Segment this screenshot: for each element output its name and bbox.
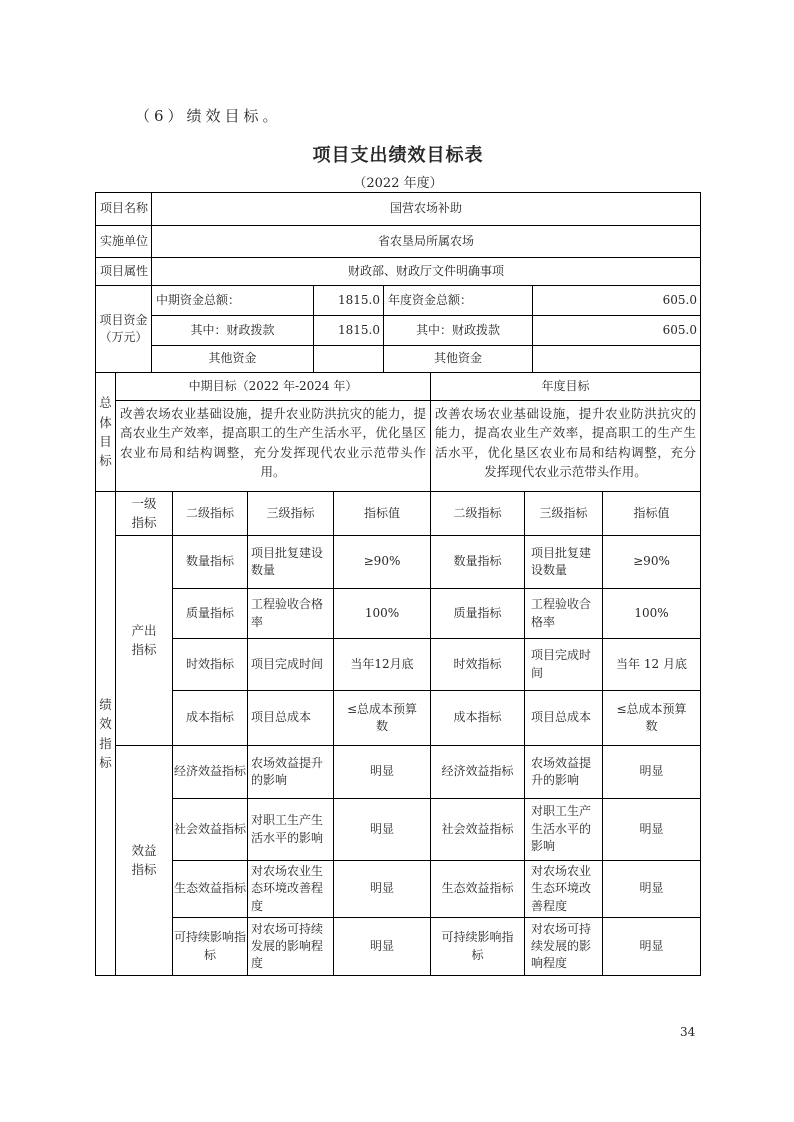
level2-cell: 质量指标 — [431, 589, 525, 639]
info-value: 国营农场补助 — [152, 193, 701, 226]
mid-goal-header: 中期目标（2022 年-2024 年） — [116, 373, 431, 401]
value-cell: 明显 — [334, 861, 431, 918]
value-header-mid: 指标值 — [334, 492, 431, 536]
indicator-table — [95, 491, 701, 976]
level2-cell: 成本指标 — [431, 691, 525, 746]
level3-cell: 项目总成本 — [525, 691, 603, 746]
info-label: 项目属性 — [96, 258, 152, 286]
info-value: 财政部、财政厅文件明确事项 — [152, 258, 701, 286]
level2-cell: 可持续影响指标 — [431, 918, 525, 976]
level2-cell: 经济效益指标 — [173, 746, 248, 799]
value-cell: 明显 — [334, 799, 431, 861]
value-cell: 明显 — [334, 918, 431, 976]
value-header-year: 指标值 — [603, 492, 701, 536]
info-label: 项目名称 — [96, 193, 152, 226]
mid-goal-text: 改善农场农业基础设施，提升农业防洪抗灾的能力，提高农业生产效率，提高职工的生产生活水平，优化垦区农业布局和结构调整，充分发挥现代农业示范带头作用。 — [116, 401, 431, 492]
level2-cell: 成本指标 — [173, 691, 248, 746]
level3-cell: 对职工生产生活水平的影响 — [525, 799, 603, 861]
level3-cell: 对职工生产生活水平的影响 — [248, 799, 334, 861]
funding-mid-other-label: 其他资金 — [152, 346, 314, 373]
value-cell: 明显 — [603, 799, 701, 861]
funding-year-fiscal-label: 其中：财政拨款 — [384, 316, 533, 346]
level2-cell: 生态效益指标 — [431, 861, 525, 918]
overall-goal-label: 总体目标 — [96, 373, 116, 492]
level2-cell: 时效指标 — [173, 639, 248, 691]
level3-cell: 项目批复建设数量 — [525, 536, 603, 589]
level2-cell: 生态效益指标 — [173, 861, 248, 918]
level3-cell: 项目总成本 — [248, 691, 334, 746]
level3-cell: 对农场农业生态环境改善程度 — [525, 861, 603, 918]
level2-header-mid: 二级指标 — [173, 492, 248, 536]
funding-mid-total-value: 1815.0 — [314, 286, 384, 316]
value-cell: 明显 — [603, 861, 701, 918]
level1-header: 一级指标 — [116, 492, 173, 536]
funding-label: 项目资金（万元） — [96, 286, 152, 373]
value-cell: 明显 — [603, 918, 701, 976]
level3-header-year: 三级指标 — [525, 492, 603, 536]
info-value: 省农垦局所属农场 — [152, 226, 701, 258]
funding-table — [95, 285, 701, 373]
level2-cell: 数量指标 — [431, 536, 525, 589]
level2-cell: 社会效益指标 — [431, 799, 525, 861]
level3-cell: 项目完成时间 — [525, 639, 603, 691]
funding-year-other-label: 其他资金 — [384, 346, 533, 373]
value-cell: 明显 — [334, 746, 431, 799]
info-label: 实施单位 — [96, 226, 152, 258]
funding-year-fiscal-value: 605.0 — [533, 316, 701, 346]
page-number: 34 — [680, 1025, 696, 1039]
level2-cell: 质量指标 — [173, 589, 248, 639]
level3-header-mid: 三级指标 — [248, 492, 334, 536]
level3-cell: 对农场可持续发展的影响程度 — [525, 918, 603, 976]
level2-header-year: 二级指标 — [431, 492, 525, 536]
value-cell: 100% — [334, 589, 431, 639]
performance-target-table — [95, 192, 701, 976]
value-cell: 明显 — [603, 746, 701, 799]
overall-goal-table — [95, 372, 701, 492]
output-indicator-group: 产出指标 — [116, 536, 173, 746]
level3-cell: 工程验收合格率 — [248, 589, 334, 639]
benefit-indicator-group: 效益指标 — [116, 746, 173, 976]
funding-mid-fiscal-value: 1815.0 — [314, 316, 384, 346]
level2-cell: 时效指标 — [431, 639, 525, 691]
value-cell: 当年 12 月底 — [603, 639, 701, 691]
level3-cell: 项目批复建设数量 — [248, 536, 334, 589]
table-title: 项目支出绩效目标表 — [312, 145, 484, 166]
table-subtitle: （2022 年度） — [353, 176, 443, 191]
value-cell: ≤总成本预算数 — [334, 691, 431, 746]
section-heading: （6）绩效目标。 — [135, 107, 282, 125]
info-table — [95, 192, 701, 286]
value-cell: 100% — [603, 589, 701, 639]
level3-cell: 农场效益提升的影响 — [525, 746, 603, 799]
value-cell: ≥90% — [603, 536, 701, 589]
value-cell: 当年12月底 — [334, 639, 431, 691]
level3-cell: 对农场可持续发展的影响程度 — [248, 918, 334, 976]
funding-mid-total-label: 中期资金总额： — [152, 286, 314, 316]
year-goal-header: 年度目标 — [431, 373, 701, 401]
funding-year-other-value — [533, 346, 701, 373]
level2-cell: 社会效益指标 — [173, 799, 248, 861]
value-cell: ≤总成本预算数 — [603, 691, 701, 746]
level3-cell: 项目完成时间 — [248, 639, 334, 691]
funding-mid-fiscal-label: 其中：财政拨款 — [152, 316, 314, 346]
value-cell: ≥90% — [334, 536, 431, 589]
level3-cell: 对农场农业生态环境改善程度 — [248, 861, 334, 918]
funding-year-total-value: 605.0 — [533, 286, 701, 316]
level2-cell: 经济效益指标 — [431, 746, 525, 799]
funding-mid-other-value — [314, 346, 384, 373]
level2-cell: 可持续影响指标 — [173, 918, 248, 976]
year-goal-text: 改善农场农业基础设施，提升农业防洪抗灾的能力，提高农业生产效率，提高职工的生产生活水平，优化垦区农业布局和结构调整，充分发挥现代农业示范带头作用。 — [431, 401, 701, 492]
funding-year-total-label: 年度资金总额： — [384, 286, 533, 316]
indicator-section-label: 绩效指标 — [96, 492, 116, 976]
level3-cell: 工程验收合格率 — [525, 589, 603, 639]
level3-cell: 农场效益提升的影响 — [248, 746, 334, 799]
level2-cell: 数量指标 — [173, 536, 248, 589]
